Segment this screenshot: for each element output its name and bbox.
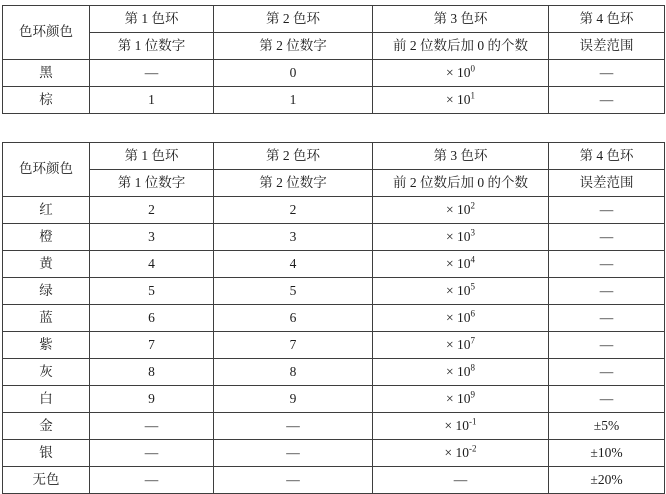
band3-subtitle: 前 2 位数后加 0 的个数 (373, 33, 549, 60)
table-row (3, 224, 665, 251)
multiplier-base: × 10 (446, 91, 471, 107)
band3-title: 第 3 色环 (373, 6, 549, 33)
multiplier-cell (373, 413, 549, 440)
color-column-header: 色环颜色 (3, 143, 90, 197)
header-row-band-titles (3, 143, 665, 170)
band2-subtitle: 第 2 位数字 (214, 33, 373, 60)
band1-title: 第 1 色环 (90, 6, 214, 33)
resistor-color-code-table-1 (2, 5, 665, 114)
color-name-cell: 黄 (3, 251, 90, 278)
digit2-cell: 2 (214, 197, 373, 224)
color-name-cell: 银 (3, 440, 90, 467)
table-2-header (3, 143, 665, 197)
band2-subtitle: 第 2 位数字 (214, 170, 373, 197)
table-row (3, 305, 665, 332)
multiplier-base: × 10 (446, 64, 471, 80)
multiplier-cell (373, 305, 549, 332)
multiplier-cell (373, 332, 549, 359)
digit1-cell: 2 (90, 197, 214, 224)
color-name-cell: 金 (3, 413, 90, 440)
multiplier-exponent: 2 (470, 200, 475, 211)
color-column-header: 色环颜色 (3, 6, 90, 60)
multiplier-base: × 10 (444, 417, 469, 433)
header-row-band-subtitles (3, 33, 665, 60)
table-1-header (3, 6, 665, 60)
multiplier-base: × 10 (444, 444, 469, 460)
band4-title: 第 4 色环 (549, 143, 665, 170)
digit1-cell: — (90, 413, 214, 440)
digit2-cell: 9 (214, 386, 373, 413)
multiplier-exponent: 5 (470, 281, 475, 292)
digit2-cell: 8 (214, 359, 373, 386)
multiplier-base: — (453, 471, 468, 487)
digit1-cell: 7 (90, 332, 214, 359)
multiplier-base: × 10 (446, 228, 471, 244)
tolerance-cell: — (549, 224, 665, 251)
digit2-cell: 0 (214, 60, 373, 87)
digit2-cell: — (214, 467, 373, 494)
multiplier-base: × 10 (446, 201, 471, 217)
color-name-cell: 绿 (3, 278, 90, 305)
multiplier-exponent: 1 (470, 90, 475, 101)
digit2-cell: 7 (214, 332, 373, 359)
band1-subtitle: 第 1 位数字 (90, 33, 214, 60)
multiplier-cell (373, 197, 549, 224)
tolerance-cell: — (549, 251, 665, 278)
color-name-cell: 蓝 (3, 305, 90, 332)
digit1-cell: 6 (90, 305, 214, 332)
digit1-cell: — (90, 60, 214, 87)
multiplier-cell (373, 224, 549, 251)
color-name-cell: 紫 (3, 332, 90, 359)
multiplier-base: × 10 (446, 282, 471, 298)
resistor-color-code-table-2 (2, 142, 665, 494)
band4-title: 第 4 色环 (549, 6, 665, 33)
tolerance-cell: — (549, 60, 665, 87)
multiplier-base: × 10 (446, 363, 471, 379)
digit2-cell: — (214, 440, 373, 467)
digit1-cell: — (90, 440, 214, 467)
multiplier-exponent: 0 (470, 63, 475, 74)
multiplier-base: × 10 (446, 309, 471, 325)
table-row (3, 251, 665, 278)
digit1-cell: 3 (90, 224, 214, 251)
multiplier-exponent: 4 (470, 254, 475, 265)
multiplier-cell (373, 467, 549, 494)
band1-subtitle: 第 1 位数字 (90, 170, 214, 197)
digit1-cell: 8 (90, 359, 214, 386)
band3-subtitle: 前 2 位数后加 0 的个数 (373, 170, 549, 197)
table-row (3, 278, 665, 305)
multiplier-base: × 10 (446, 336, 471, 352)
digit2-cell: 3 (214, 224, 373, 251)
color-name-cell: 棕 (3, 87, 90, 114)
table-row (3, 440, 665, 467)
digit2-cell: 5 (214, 278, 373, 305)
table-row (3, 332, 665, 359)
tolerance-cell: — (549, 197, 665, 224)
table-row (3, 413, 665, 440)
table-row (3, 87, 665, 114)
multiplier-cell (373, 87, 549, 114)
table-row (3, 60, 665, 87)
multiplier-cell (373, 251, 549, 278)
band2-title: 第 2 色环 (214, 143, 373, 170)
multiplier-exponent: 8 (470, 362, 475, 373)
multiplier-exponent: -2 (469, 443, 477, 454)
digit1-cell: 9 (90, 386, 214, 413)
tolerance-cell: — (549, 278, 665, 305)
digit1-cell: 1 (90, 87, 214, 114)
table-row (3, 197, 665, 224)
multiplier-cell (373, 278, 549, 305)
color-name-cell: 红 (3, 197, 90, 224)
color-name-cell: 白 (3, 386, 90, 413)
color-name-cell: 黑 (3, 60, 90, 87)
color-name-cell: 橙 (3, 224, 90, 251)
multiplier-exponent: 7 (470, 335, 475, 346)
multiplier-exponent: -1 (469, 416, 477, 427)
multiplier-cell (373, 386, 549, 413)
color-name-cell: 灰 (3, 359, 90, 386)
band3-title: 第 3 色环 (373, 143, 549, 170)
multiplier-cell (373, 440, 549, 467)
tolerance-cell: — (549, 332, 665, 359)
digit2-cell: 1 (214, 87, 373, 114)
digit1-cell: 5 (90, 278, 214, 305)
tolerance-cell: ±20% (549, 467, 665, 494)
band4-subtitle: 误差范围 (549, 170, 665, 197)
multiplier-base: × 10 (446, 255, 471, 271)
color-name-cell: 无色 (3, 467, 90, 494)
multiplier-exponent: 6 (470, 308, 475, 319)
digit1-cell: — (90, 467, 214, 494)
multiplier-base: × 10 (446, 390, 471, 406)
band2-title: 第 2 色环 (214, 6, 373, 33)
digit2-cell: 6 (214, 305, 373, 332)
tolerance-cell: ±10% (549, 440, 665, 467)
header-row-band-subtitles (3, 170, 665, 197)
tolerance-cell: — (549, 305, 665, 332)
digit2-cell: 4 (214, 251, 373, 278)
band1-title: 第 1 色环 (90, 143, 214, 170)
table-row (3, 359, 665, 386)
multiplier-cell (373, 359, 549, 386)
digit2-cell: — (214, 413, 373, 440)
tolerance-cell: — (549, 359, 665, 386)
multiplier-exponent: 3 (470, 227, 475, 238)
digit1-cell: 4 (90, 251, 214, 278)
tolerance-cell: ±5% (549, 413, 665, 440)
table-row (3, 467, 665, 494)
multiplier-cell (373, 60, 549, 87)
tolerance-cell: — (549, 87, 665, 114)
table-row (3, 386, 665, 413)
tolerance-cell: — (549, 386, 665, 413)
table-2-body (3, 197, 665, 494)
band4-subtitle: 误差范围 (549, 33, 665, 60)
header-row-band-titles (3, 6, 665, 33)
table-1-body (3, 60, 665, 114)
multiplier-exponent: 9 (470, 389, 475, 400)
